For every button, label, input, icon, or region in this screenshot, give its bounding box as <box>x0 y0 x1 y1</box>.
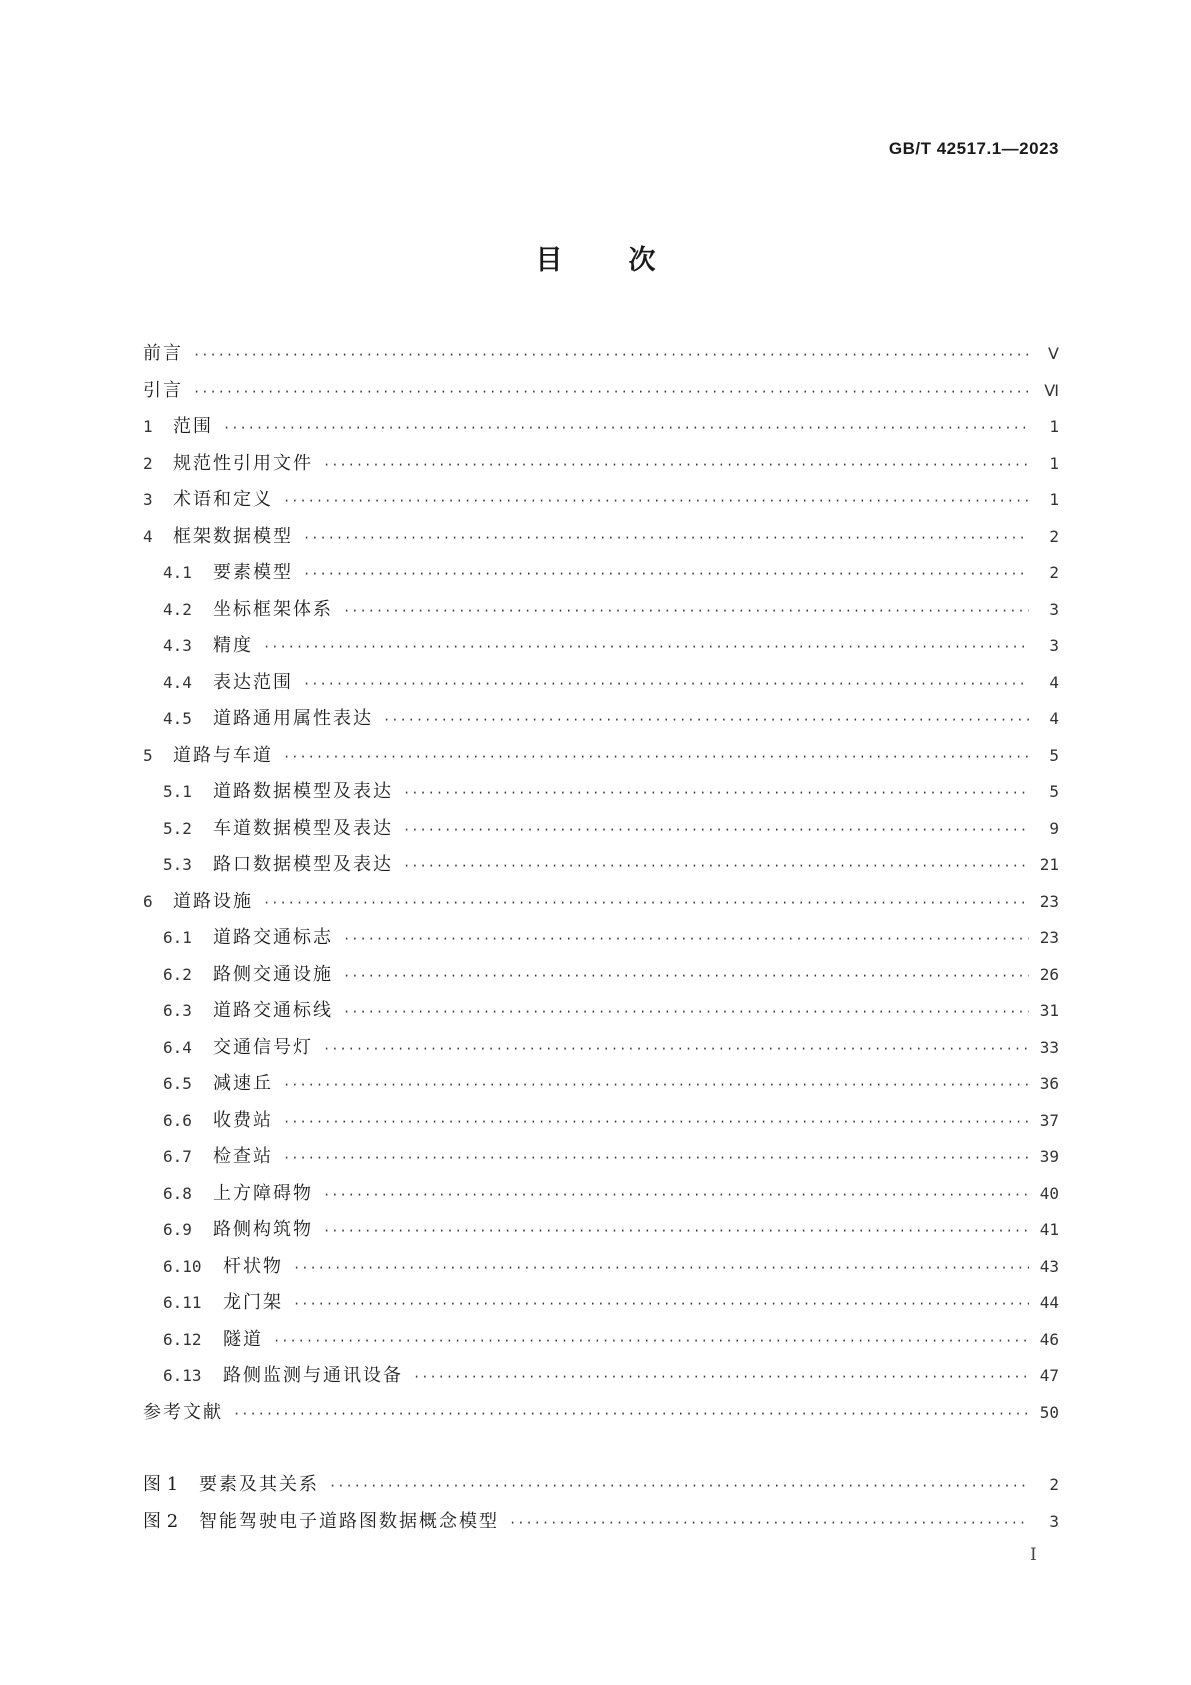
toc-entry-title: 前言 <box>143 343 183 364</box>
toc-entry-number: 5.3 <box>163 855 192 874</box>
toc-entry-page: 21 <box>1039 855 1059 874</box>
toc-entry-page: 4 <box>1049 672 1059 692</box>
toc-entry-page: 3 <box>1049 1511 1059 1531</box>
toc-entry-page: 23 <box>1039 928 1059 947</box>
dot-leader <box>303 556 1029 593</box>
toc-entry-page: 5 <box>1049 782 1059 801</box>
dot-leader <box>343 994 1029 1031</box>
toc-entry-page: 46 <box>1039 1329 1059 1349</box>
dot-leader <box>283 739 1029 776</box>
toc-entry-number: 6.9 <box>163 1220 192 1239</box>
toc-entry-number: 6.5 <box>163 1074 192 1093</box>
dot-leader <box>283 1140 1029 1177</box>
toc-entry[interactable] <box>143 811 1059 848</box>
toc-entry[interactable] <box>143 519 1059 556</box>
toc-entry[interactable] <box>143 446 1059 483</box>
toc-entry-page: 1 <box>1049 453 1059 473</box>
toc-entry-title: 龙门架 <box>223 1292 283 1313</box>
dot-leader <box>329 1468 1029 1505</box>
toc-entry-title: 路侧交通设施 <box>213 963 333 985</box>
toc-entry-number: 6.10 <box>163 1256 202 1276</box>
toc-entry-page: 1 <box>1049 417 1059 436</box>
toc-entry-title: 收费站 <box>213 1109 273 1131</box>
toc-entry[interactable] <box>143 409 1059 446</box>
dot-leader <box>403 812 1029 849</box>
toc-entry-number: 6.6 <box>163 1110 192 1130</box>
dot-leader <box>413 1359 1029 1396</box>
toc-entry-title: 规范性引用文件 <box>173 452 313 474</box>
toc-entry-title: 道路数据模型及表达 <box>213 781 393 802</box>
toc-entry-page: 9 <box>1049 818 1059 838</box>
toc-entry-title: 要素及其关系 <box>199 1474 319 1495</box>
toc-entry[interactable] <box>143 1103 1059 1140</box>
toc-entry-page: 33 <box>1039 1037 1059 1057</box>
toc-entry[interactable] <box>143 774 1059 811</box>
toc-entry-page: 26 <box>1039 964 1059 984</box>
toc-entry-number: 4 <box>143 526 153 546</box>
dot-leader <box>403 848 1029 885</box>
toc-entry-title: 术语和定义 <box>173 489 273 510</box>
toc-entry-number: 图 2 <box>143 1510 179 1532</box>
dot-leader <box>263 885 1029 922</box>
toc-entry[interactable] <box>143 665 1059 702</box>
toc-entry-number: 4.3 <box>163 636 192 655</box>
toc-entry[interactable] <box>143 555 1059 592</box>
dot-leader <box>293 1250 1029 1287</box>
toc-entry-title: 范围 <box>173 416 213 437</box>
toc-entry-title: 路侧监测与通讯设备 <box>223 1365 403 1386</box>
toc-entry-page: 40 <box>1039 1183 1059 1203</box>
dot-leader <box>303 520 1029 557</box>
toc-entry-page: 2 <box>1049 1475 1059 1494</box>
toc-entry[interactable] <box>143 373 1059 410</box>
toc-entry-title: 道路与车道 <box>173 744 273 766</box>
toc-entry-page: 47 <box>1039 1366 1059 1385</box>
toc-entry[interactable] <box>143 920 1059 957</box>
page-number: I <box>1030 1545 1037 1565</box>
standard-code: GB/T 42517.1—2023 <box>888 139 1059 158</box>
toc-entry-number: 4.1 <box>163 563 192 582</box>
toc-entry-number: 6.8 <box>163 1183 192 1203</box>
toc-entry-number: 6.12 <box>163 1329 202 1349</box>
toc-entry-title: 道路交通标志 <box>213 927 333 948</box>
dot-leader <box>293 1286 1029 1323</box>
toc-entry[interactable] <box>143 628 1059 665</box>
toc-entry-number: 4.4 <box>163 672 192 692</box>
dot-leader <box>323 1177 1029 1214</box>
toc-entry-page: 23 <box>1039 891 1059 911</box>
toc-entry-number: 6.4 <box>163 1037 192 1057</box>
toc-entry-title: 道路通用属性表达 <box>213 708 373 729</box>
toc-entry-number: 6.1 <box>163 928 192 947</box>
dot-leader <box>323 1031 1029 1068</box>
dot-leader <box>223 410 1029 447</box>
toc-entry-number: 2 <box>143 453 153 473</box>
toc-entry[interactable] <box>143 1322 1059 1359</box>
toc-entry[interactable] <box>143 701 1059 738</box>
dot-leader <box>509 1505 1029 1542</box>
toc-entry-number: 1 <box>143 417 153 436</box>
dot-leader <box>263 629 1029 666</box>
dot-leader <box>343 593 1029 630</box>
toc-entry[interactable] <box>143 957 1059 994</box>
toc-entry-title: 检查站 <box>213 1146 273 1167</box>
toc-entry-page: 41 <box>1039 1220 1059 1239</box>
toc-entry[interactable] <box>143 1212 1059 1249</box>
toc-entry-title: 道路交通标线 <box>213 1000 333 1021</box>
toc-entry-page: 31 <box>1039 1001 1059 1020</box>
toc-entry[interactable] <box>143 847 1059 884</box>
dot-leader <box>323 1213 1029 1250</box>
toc-entry-title: 路口数据模型及表达 <box>213 854 393 875</box>
toc-entry-title: 减速丘 <box>213 1073 273 1094</box>
toc-entry-title: 坐标框架体系 <box>213 598 333 620</box>
toc-entry[interactable] <box>143 738 1059 775</box>
figure-list-entry[interactable] <box>143 1467 1059 1504</box>
toc-entry-number: 6.13 <box>163 1366 202 1385</box>
dot-leader <box>323 447 1029 484</box>
toc-entry-number: 4.2 <box>163 599 192 619</box>
toc-entry-title: 要素模型 <box>213 562 293 583</box>
toc-entry[interactable] <box>143 1176 1059 1213</box>
toc-entry-page: 3 <box>1049 636 1059 655</box>
toc-entry-title: 精度 <box>213 635 253 656</box>
toc-entry-number: 6.3 <box>163 1001 192 1020</box>
toc-entry-page: 36 <box>1039 1074 1059 1093</box>
toc-entry-page: 44 <box>1039 1293 1059 1312</box>
dot-leader <box>383 702 1029 739</box>
page-title: 目次 <box>535 245 722 276</box>
toc-entry-page: 4 <box>1049 709 1059 728</box>
toc-entry-number: 4.5 <box>163 709 192 728</box>
toc-entry-page: 50 <box>1039 1402 1059 1422</box>
toc-entry[interactable] <box>143 1285 1059 1322</box>
toc-entry-number: 3 <box>143 490 153 509</box>
toc-entry-number: 5.2 <box>163 818 192 838</box>
toc-entry[interactable] <box>143 336 1059 373</box>
toc-entry-title: 表达范围 <box>213 671 293 693</box>
dot-leader <box>273 1323 1029 1360</box>
toc-entry-number: 6.11 <box>163 1293 202 1312</box>
toc-entry[interactable] <box>143 1358 1059 1395</box>
toc-entry[interactable] <box>143 1249 1059 1286</box>
dot-leader <box>283 1067 1029 1104</box>
toc-entry[interactable] <box>143 1030 1059 1067</box>
toc-entry[interactable] <box>143 592 1059 629</box>
toc-entry[interactable] <box>143 1066 1059 1103</box>
toc-entry-title: 车道数据模型及表达 <box>213 817 393 839</box>
toc-entry-title: 框架数据模型 <box>173 525 293 547</box>
toc-entry-page: 43 <box>1039 1256 1059 1276</box>
toc-entry-page: Ⅴ <box>1048 344 1059 363</box>
dot-leader <box>303 666 1029 703</box>
dot-leader <box>343 921 1029 958</box>
toc-entry-title: 参考文献 <box>143 1401 223 1423</box>
figure-list-entry[interactable] <box>143 1504 1059 1541</box>
dot-leader <box>193 374 1029 411</box>
toc-entry[interactable] <box>143 1139 1059 1176</box>
toc-entry-number: 6 <box>143 891 153 911</box>
toc-entry[interactable] <box>143 482 1059 519</box>
toc-entry-page: Ⅵ <box>1044 380 1059 400</box>
toc-entry-page: 2 <box>1049 563 1059 582</box>
toc-entry-title: 杆状物 <box>223 1255 283 1277</box>
dot-leader <box>233 1396 1029 1433</box>
dot-leader <box>283 1104 1029 1141</box>
toc-entry-number: 5 <box>143 745 153 765</box>
toc-entry-title: 路侧构筑物 <box>213 1219 313 1240</box>
dot-leader <box>283 483 1029 520</box>
toc-entry[interactable] <box>143 993 1059 1030</box>
toc-entry-number: 图 1 <box>143 1474 179 1495</box>
toc-entry-page: 5 <box>1049 745 1059 765</box>
table-of-contents <box>143 336 1059 1540</box>
toc-entry[interactable] <box>143 1395 1059 1432</box>
toc-entry-title: 隧道 <box>223 1328 263 1350</box>
toc-entry-title: 上方障碍物 <box>213 1182 313 1204</box>
toc-entry-number: 6.7 <box>163 1147 192 1166</box>
toc-entry-page: 3 <box>1049 599 1059 619</box>
dot-leader <box>193 337 1029 374</box>
toc-entry-number: 5.1 <box>163 782 192 801</box>
toc-entry-page: 1 <box>1049 490 1059 509</box>
toc-entry-title: 智能驾驶电子道路图数据概念模型 <box>199 1510 499 1532</box>
toc-entry-number: 6.2 <box>163 964 192 984</box>
toc-entry-title: 道路设施 <box>173 890 253 912</box>
toc-entry-page: 37 <box>1039 1110 1059 1130</box>
toc-entry-title: 引言 <box>143 379 183 401</box>
dot-leader <box>343 958 1029 995</box>
toc-entry-page: 2 <box>1049 526 1059 546</box>
toc-entry[interactable] <box>143 884 1059 921</box>
dot-leader <box>403 775 1029 812</box>
toc-entry-title: 交通信号灯 <box>213 1036 313 1058</box>
toc-entry-page: 39 <box>1039 1147 1059 1166</box>
